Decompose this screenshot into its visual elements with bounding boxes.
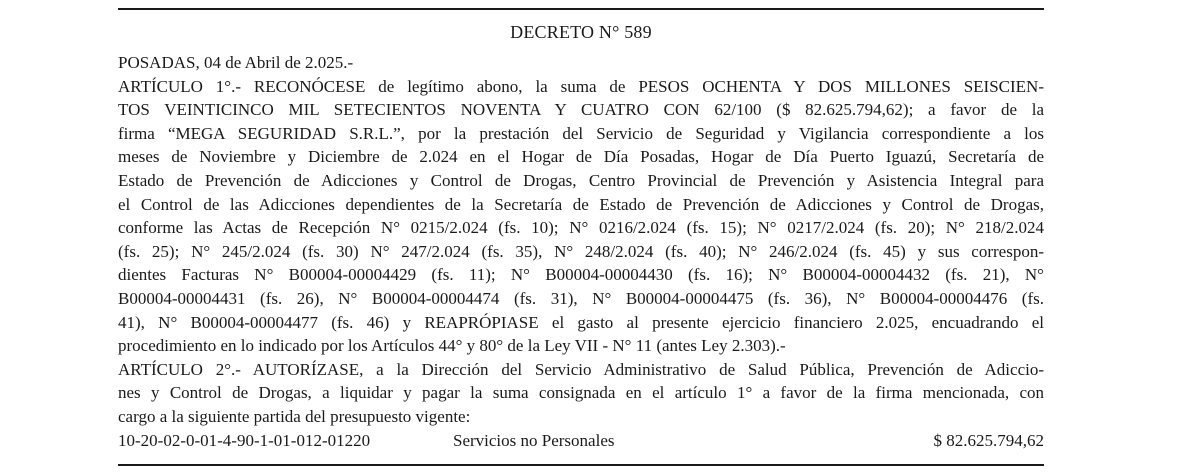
article-1-line: 41), N° B00004-00004477 (fs. 46) y REAPRÓPIASE el gasto al presente ejercicio financiero 2.025, encuadrando el bbox=[118, 312, 1044, 332]
article-1-line: TOS VEINTICINCO MIL SETECIENTOS NOVENTA Y CUATRO CON 62/100 ($ 82.625.794,62); a favor de la bbox=[118, 100, 1044, 120]
article-2-line: cargo a la siguiente partida del presupuesto vigente: bbox=[118, 406, 471, 426]
place-date: POSADAS, 04 de Abril de 2.025.- bbox=[118, 53, 354, 72]
article-1-line: ARTÍCULO 1°.- RECONÓCESE de legítimo abono, la suma de PESOS OCHENTA Y DOS MILLONES SEISCIEN- bbox=[118, 76, 1044, 96]
budget-line bbox=[118, 429, 1044, 453]
budget-code: 10-20-02-0-01-4-90-1-01-012-01220 bbox=[118, 430, 371, 450]
article-1-line: procedimiento en lo indicado por los Artículos 44° y 80° de la Ley VII - N° 11 (antes Ley 2.303).- bbox=[118, 336, 786, 356]
bottom-rule bbox=[118, 464, 1044, 466]
article-1-line: meses de Noviembre y Diciembre de 2.024 en el Hogar de Día Posadas, Hogar de Día Puerto Iguazú, Secretaría de bbox=[118, 147, 1044, 167]
decree-body bbox=[118, 51, 1044, 452]
article-1-line: (fs. 25); N° 245/2.024 (fs. 30) N° 247/2.024 (fs. 35), N° 248/2.024 (fs. 40); N° 246/2.024 (fs. 45) y sus correspon- bbox=[118, 241, 1044, 261]
decree-document bbox=[118, 0, 1044, 475]
article-2-line: nes y Control de Drogas, a liquidar y pagar la suma consignada en el artículo 1° a favor de la firma mencionada, con bbox=[118, 383, 1044, 403]
article-1 bbox=[118, 75, 1044, 358]
article-1-line: el Control de las Adicciones dependientes de la Secretaría de Estado de Prevención de Adicciones y Control de Drogas, bbox=[118, 194, 1044, 214]
article-1-line: dientes Facturas N° B00004-00004429 (fs. 11); N° B00004-00004430 (fs. 16); N° B00004-00004432 (fs. 21), N° bbox=[118, 265, 1044, 285]
article-1-line: conforme las Actas de Recepción N° 0215/2.024 (fs. 10); N° 0216/2.024 (fs. 15); N° 0217/2.024 (fs. 20); N° 218/2.024 bbox=[118, 218, 1044, 238]
decree-title: DECRETO N° 589 bbox=[510, 22, 652, 42]
article-1-line: firma “MEGA SEGURIDAD S.R.L.”, por la prestación del Servicio de Seguridad y Vigilancia correspondiente a los bbox=[118, 123, 1044, 143]
article-2-line: ARTÍCULO 2°.- AUTORÍZASE, a la Dirección del Servicio Administrativo de Salud Pública, Prevención de Adiccio- bbox=[118, 359, 1044, 379]
budget-amount: $ 82.625.794,62 bbox=[933, 430, 1044, 450]
article-2 bbox=[118, 358, 1044, 429]
article-1-line: B00004-00004431 (fs. 26), N° B00004-00004474 (fs. 31), N° B00004-00004475 (fs. 36), N° B00004-00004476 (fs. bbox=[118, 288, 1044, 308]
article-1-line: Estado de Prevención de Adicciones y Control de Drogas, Centro Provincial de Prevención y Asistencia Integral para bbox=[118, 170, 1044, 190]
top-rule bbox=[118, 8, 1044, 10]
budget-description: Servicios no Personales bbox=[453, 430, 615, 450]
